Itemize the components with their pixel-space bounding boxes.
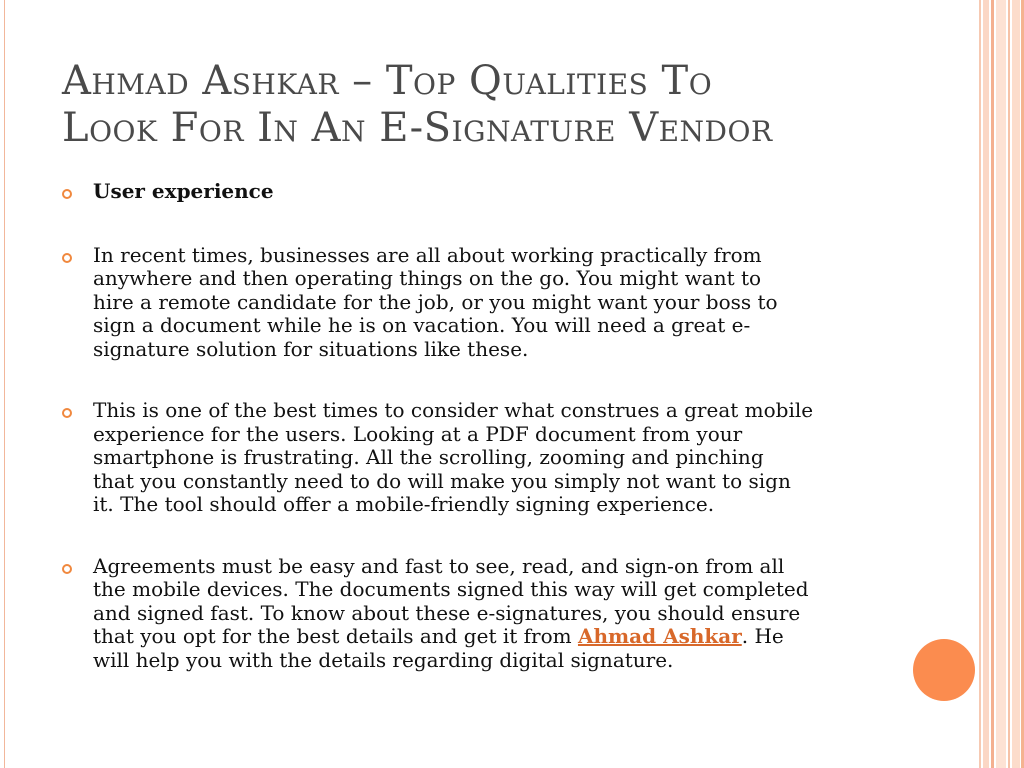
decorative-stripe [1008, 0, 1010, 768]
bullet-item [62, 399, 892, 517]
decorative-stripe [991, 0, 994, 768]
text-line: In recent times, businesses are all about working practically from [93, 242, 762, 267]
text-line: This is one of the best times to consider what construes a great mobile [93, 398, 814, 422]
text-line: smartphone is frustrating. All the scrolling, zooming and pinching [93, 445, 764, 469]
bullet-item [62, 244, 892, 362]
slide-title [62, 58, 962, 152]
text-line: that you constantly need to do will make you simply not want to sign [93, 468, 791, 493]
bullet-text [93, 555, 892, 673]
bullet-item [62, 555, 892, 673]
text-line: the mobile devices. The documents signed this way will get completed [93, 577, 809, 601]
decorative-stripe [996, 0, 1006, 768]
text-segment: . He [741, 624, 784, 648]
title-line: Ahmad Ashkar – Top Qualities To [62, 58, 713, 104]
ahmad-ashkar-link[interactable]: Ahmad Ashkar [577, 624, 742, 648]
bullet-circle-icon [62, 253, 72, 263]
title-line: Look For In An E-Signature Vendor [62, 105, 773, 151]
text-line: hire a remote candidate for the job, or you might want your boss to [93, 289, 778, 314]
text-segment: that you opt for the best details and get it from [93, 624, 578, 648]
bullet-text [93, 399, 892, 517]
text-line: signature solution for situations like these. [93, 336, 529, 361]
left-border-line [4, 0, 5, 768]
decorative-stripe [983, 0, 989, 768]
text-line: sign a document while he is on vacation. You will need a great e- [93, 313, 751, 337]
text-line: Agreements must be easy and fast to see, read, and sign-on from all [93, 553, 785, 578]
decorative-stripe [1012, 0, 1020, 768]
text-line [93, 625, 892, 649]
bullet-item [62, 180, 892, 204]
bullet-heading: User experience [93, 179, 274, 203]
decorative-circle [913, 639, 975, 701]
text-line: anywhere and then operating things on the go. You might want to [93, 266, 762, 290]
text-line: will help you with the details regarding digital signature. [93, 647, 674, 672]
bullet-text [93, 244, 892, 362]
bullet-circle-icon [62, 408, 72, 418]
bullet-list [62, 180, 892, 672]
decorative-stripe [979, 0, 981, 768]
bullet-circle-icon [62, 189, 72, 199]
text-line: experience for the users. Looking at a PDF document from your [93, 421, 743, 446]
text-line: it. The tool should offer a mobile-friendly signing experience. [93, 492, 715, 516]
text-line: and signed fast. To know about these e-signatures, you should ensure [93, 600, 801, 625]
bullet-circle-icon [62, 564, 72, 574]
